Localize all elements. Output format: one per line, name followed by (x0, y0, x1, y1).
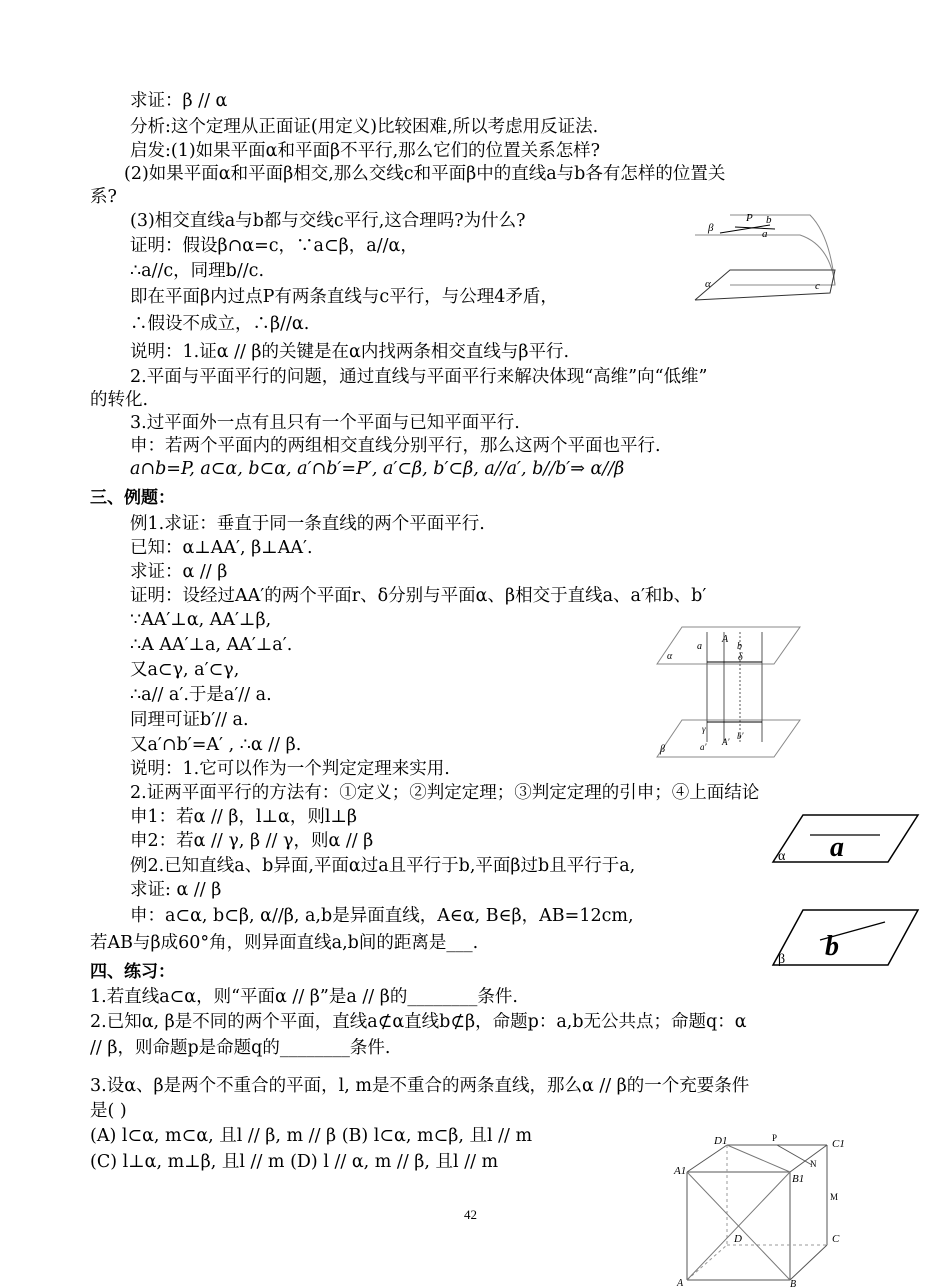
plane-outline (730, 215, 835, 285)
hidden-edge (687, 1245, 727, 1280)
text-line: 启发:(1)如果平面α和平面β不平行,那么它们的位置关系怎样? (130, 141, 601, 161)
plane-alpha (657, 627, 800, 664)
section-heading: 四、练习： (90, 962, 175, 982)
text-line: ∴假设不成立，∴β//α. (130, 314, 310, 334)
text-line: 证明：设经过AA′的两个平面r、δ分别与平面α、β相交于直线a、a′和b、b′ (130, 586, 707, 606)
page-number: 42 (464, 1207, 477, 1222)
parallel-planes-diagram (652, 622, 802, 762)
label-D1: D1 (714, 1135, 728, 1147)
plane-beta (773, 910, 918, 965)
text-line: 分析:这个定理从正面证(用定义)比较困难,所以考虑用反证法. (130, 117, 599, 137)
label-P: P (772, 1133, 778, 1143)
label-beta: β (778, 952, 786, 967)
text-line: ∴A AA′⊥a, AA′⊥a′. (130, 635, 293, 655)
label-A1: A1 (674, 1165, 687, 1177)
text-line: 申2：若α // γ, β // γ，则α // β (130, 831, 374, 851)
label-A: A (677, 1278, 684, 1287)
text-line: ∴a//c，同理b//c. (130, 261, 265, 281)
text-line: 申1：若α // β，l⊥α，则l⊥β (130, 807, 358, 827)
text-line: 又a⊂γ, a′⊂γ, (130, 660, 240, 680)
segment (777, 1145, 812, 1165)
text-line: 2.平面与平面平行的问题，通过直线与平面平行来解决体现“高维”向“低维” (130, 367, 708, 387)
text-line: 1.若直线a⊂α，则“平面α // β”是a // β的________条件. (90, 987, 518, 1007)
label-a: a (762, 228, 768, 240)
plane-outline (695, 235, 835, 285)
planes-diagram (690, 205, 870, 305)
label-a: a (697, 641, 702, 652)
diagonal (727, 1145, 790, 1172)
skew-lines-diagram (770, 810, 920, 970)
label-C: C (832, 1233, 840, 1245)
text-line: 若AB与β成60°角，则异面直线a,b间的距离是___. (90, 933, 479, 953)
label-b: b (737, 641, 742, 652)
label-alpha: α (667, 651, 673, 662)
text-line: 又a′∩b′=A′ , ∴α // β. (130, 735, 302, 755)
text-line: 同理可证b′// a. (130, 710, 249, 730)
text-line: 申：a⊂α, b⊂β, α//β, a,b是异面直线，A∈α, B∈β，AB=12cm, (130, 906, 634, 926)
label-alpha: α (705, 278, 711, 290)
text-line: ∵AA′⊥α, AA′⊥β, (130, 610, 272, 630)
text-line: 求证：β // α (130, 91, 228, 111)
label-C1: C1 (832, 1138, 845, 1150)
section-heading: 三、例题： (90, 488, 175, 508)
label-B: B (790, 1279, 797, 1287)
edge (687, 1145, 727, 1172)
plane-alpha (773, 815, 918, 862)
text-line: a∩b=P, a⊂α, b⊂α, a′∩b′=P′, a′⊂β, b′⊂β, a//a′, b//b′⇒ α//β (130, 459, 625, 479)
text-line: 是( ) (90, 1101, 127, 1121)
cube-diagram (672, 1130, 857, 1287)
text-line: 已知：α⊥AA′, β⊥AA′. (130, 538, 313, 558)
text-line: (C) l⊥α, m⊥β, 且l // m (D) l // α, m // β, 且l // m (90, 1152, 499, 1172)
text-line: 说明：1.证α // β的关键是在α内找两条相交直线与β平行. (130, 342, 570, 362)
label-D: D (734, 1233, 742, 1245)
text-line: 求证：α // β (130, 562, 228, 582)
text-line: ∴a// a′.于是a′// a. (130, 685, 272, 705)
text-line: 2.已知α, β是不同的两个平面，直线a⊄α直线b⊄β，命题p：a,b无公共点；命题q：α (90, 1012, 747, 1032)
label-a: a (830, 832, 844, 863)
text-line: // β，则命题p是命题q的________条件. (90, 1038, 391, 1058)
label-gamma: γ (702, 724, 706, 734)
label-p: P (746, 212, 753, 224)
edge (790, 1245, 827, 1280)
text-line: 3.过平面外一点有且只有一个平面与已知平面平行. (130, 413, 520, 433)
label-B1: B1 (792, 1173, 805, 1185)
label-c: c (815, 280, 820, 292)
label-b: b (825, 931, 839, 962)
label-alpha: α (778, 849, 786, 864)
text-line: (3)相交直线a与b都与交线c平行,这合理吗?为什么? (130, 211, 526, 231)
text-line: 申：若两个平面内的两组相交直线分别平行，那么这两个平面也平行. (130, 436, 661, 456)
label-b-prime: b′ (737, 731, 744, 741)
label-A-prime: A′ (722, 737, 730, 747)
label-delta: δ (738, 652, 743, 663)
text-line: 证明：假设β∩α=c，∵a⊂β，a//α， (130, 236, 418, 256)
label-A: A (722, 634, 729, 645)
text-line: (A) l⊂α, m⊂α, 且l // β, m // β (B) l⊂α, m⊂β, 且l // m (90, 1126, 533, 1146)
text-line: 3.设α、β是两个不重合的平面，l, m是不重合的两条直线，那么α // β的一个充要条件 (90, 1076, 750, 1096)
text-line: 2.证两平面平行的方法有：①定义；②判定定理；③判定定理的引申；④上面结论 (130, 783, 760, 803)
text-line: 求证: α // β (130, 880, 222, 900)
edge (790, 1145, 827, 1172)
text-line: 的转化. (90, 390, 149, 410)
label-beta: β (708, 222, 714, 234)
text-line: 说明：1.它可以作为一个判定定理来实用. (130, 759, 450, 779)
text-line: 例2.已知直线a、b异面,平面α过a且平行于b,平面β过b且平行于a, (130, 856, 636, 876)
label-beta: β (660, 744, 665, 755)
text-line: 即在平面β内过点P有两条直线与c平行，与公理4矛盾， (130, 287, 558, 307)
text-line: (2)如果平面α和平面β相交,那么交线c和平面β中的直线a与b各有怎样的位置关 (124, 164, 726, 184)
label-N: N (810, 1159, 817, 1169)
label-a-prime: a′ (700, 742, 707, 752)
text-line: 例1.求证：垂直于同一条直线的两个平面平行. (130, 514, 485, 534)
label-b: b (766, 214, 772, 226)
label-M: M (830, 1192, 839, 1202)
text-line: 系? (90, 187, 117, 207)
